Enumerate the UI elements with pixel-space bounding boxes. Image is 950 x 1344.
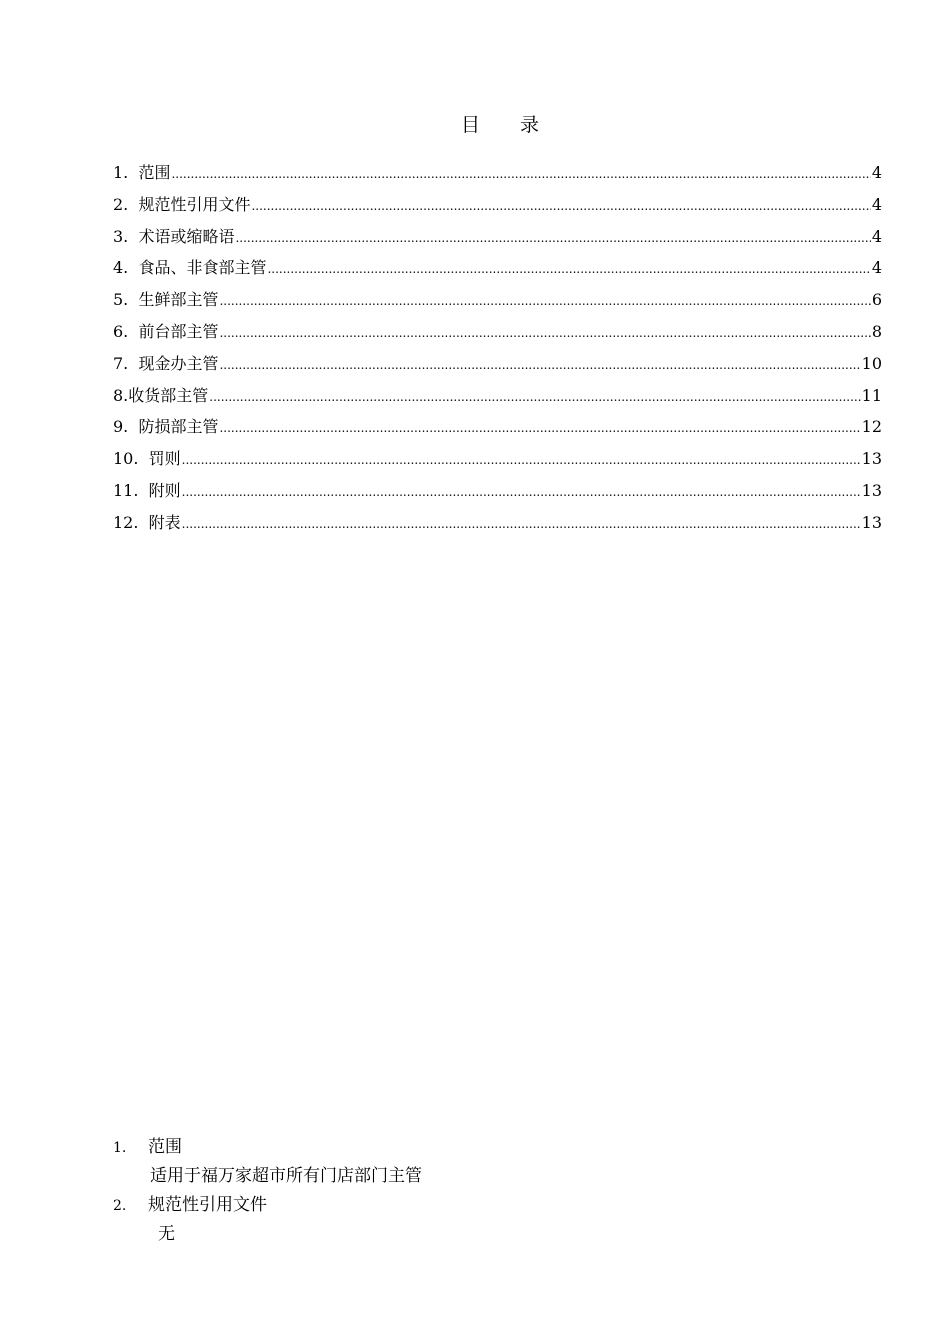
toc-entry-number: 1.	[113, 163, 129, 182]
toc-entry-separator	[128, 411, 138, 443]
toc-entry-separator	[138, 507, 148, 539]
toc-dot-leader	[219, 413, 860, 445]
toc-entry-separator	[128, 316, 138, 348]
toc-title-right: 录	[520, 114, 540, 136]
toc-entry[interactable]	[113, 252, 882, 284]
toc-entry-page-number: 6	[871, 290, 882, 310]
toc-entry-separator	[128, 348, 138, 380]
toc-entry-page-number: 13	[861, 512, 882, 532]
toc-entry-number: 8.	[113, 385, 129, 405]
toc-dot-leader	[219, 318, 870, 350]
toc-dot-leader	[182, 509, 861, 541]
toc-entry-label: 收货部主管	[128, 385, 209, 405]
toc-dot-leader	[171, 159, 870, 191]
toc-entry-label: 食品、非食部主管	[138, 258, 267, 278]
toc-entry-label: 范围	[138, 163, 171, 182]
toc-entry-label: 规范性引用文件	[138, 194, 251, 214]
toc-entry[interactable]	[113, 443, 882, 475]
toc-dot-leader	[251, 191, 870, 223]
toc-entry-page-number: 13	[861, 480, 882, 500]
toc-entry-page-number: 4	[871, 163, 882, 182]
toc-entry[interactable]	[113, 157, 882, 189]
toc-entry-separator	[138, 443, 148, 475]
section-2-heading	[113, 1190, 267, 1215]
toc-entry-separator	[128, 157, 138, 189]
toc-entry-label: 现金办主管	[138, 353, 219, 373]
toc-entry-number: 4.	[113, 258, 129, 278]
section-number: 2.	[113, 1198, 127, 1214]
toc-entry-number: 10.	[113, 449, 139, 469]
toc-entry-page-number: 4	[871, 194, 882, 214]
toc-entry-page-number: 4	[871, 226, 882, 246]
toc-entry[interactable]	[113, 475, 882, 507]
toc-dot-leader	[209, 382, 860, 414]
toc-entry[interactable]	[113, 411, 882, 443]
toc-dot-leader	[219, 286, 870, 318]
toc-title	[0, 110, 950, 137]
toc-entry[interactable]	[113, 380, 882, 412]
toc-entry-number: 5.	[113, 290, 129, 310]
section-1-heading	[113, 1132, 182, 1157]
toc-entry-separator	[128, 284, 138, 316]
toc-entry-page-number: 13	[861, 449, 882, 469]
toc-title-left: 目	[460, 114, 480, 136]
section-heading: 范围	[148, 1137, 182, 1157]
toc-entry-label: 前台部主管	[138, 321, 219, 341]
toc-entry-page-number: 10	[861, 353, 882, 373]
section-heading: 规范性引用文件	[148, 1195, 267, 1215]
toc-entry-page-number: 4	[871, 258, 882, 278]
toc-entry[interactable]	[113, 189, 882, 221]
toc-entry[interactable]	[113, 284, 882, 316]
toc-entry-separator	[138, 475, 148, 507]
toc-dot-leader	[235, 223, 870, 255]
section-number: 1.	[113, 1140, 127, 1156]
toc-entry-number: 11.	[113, 480, 139, 500]
toc-entry[interactable]	[113, 348, 882, 380]
toc-entry-number: 7.	[113, 353, 129, 373]
toc-entry-label: 生鲜部主管	[138, 290, 219, 310]
toc-entry-page-number: 12	[861, 417, 882, 437]
toc-entry-separator	[128, 221, 138, 253]
toc-dot-leader	[267, 254, 870, 286]
toc-entry-separator	[128, 252, 138, 284]
section-1-body: 适用于福万家超市所有门店部门主管	[150, 1166, 422, 1186]
toc-entry-label: 术语或缩略语	[138, 226, 235, 246]
toc-entry[interactable]	[113, 507, 882, 539]
toc-entry-label: 防损部主管	[138, 417, 219, 437]
toc-entry-label: 罚则	[148, 449, 181, 469]
toc-entry-page-number: 11	[861, 385, 882, 405]
toc-entry-label: 附表	[148, 512, 181, 532]
toc-entry[interactable]	[113, 221, 882, 253]
toc-dot-leader	[182, 445, 861, 477]
toc-entry-separator	[128, 189, 138, 221]
toc-entry-number: 12.	[113, 512, 139, 532]
table-of-contents	[113, 157, 882, 539]
toc-entry-number: 3.	[113, 226, 129, 246]
section-2-body: 无	[158, 1224, 175, 1244]
toc-entry-number: 6.	[113, 321, 129, 341]
toc-entry-number: 2.	[113, 194, 129, 214]
toc-dot-leader	[182, 477, 861, 509]
toc-entry-number: 9.	[113, 417, 129, 437]
toc-entry-page-number: 8	[871, 321, 882, 341]
toc-entry-label: 附则	[148, 480, 181, 500]
toc-entry[interactable]	[113, 316, 882, 348]
toc-dot-leader	[219, 350, 860, 382]
